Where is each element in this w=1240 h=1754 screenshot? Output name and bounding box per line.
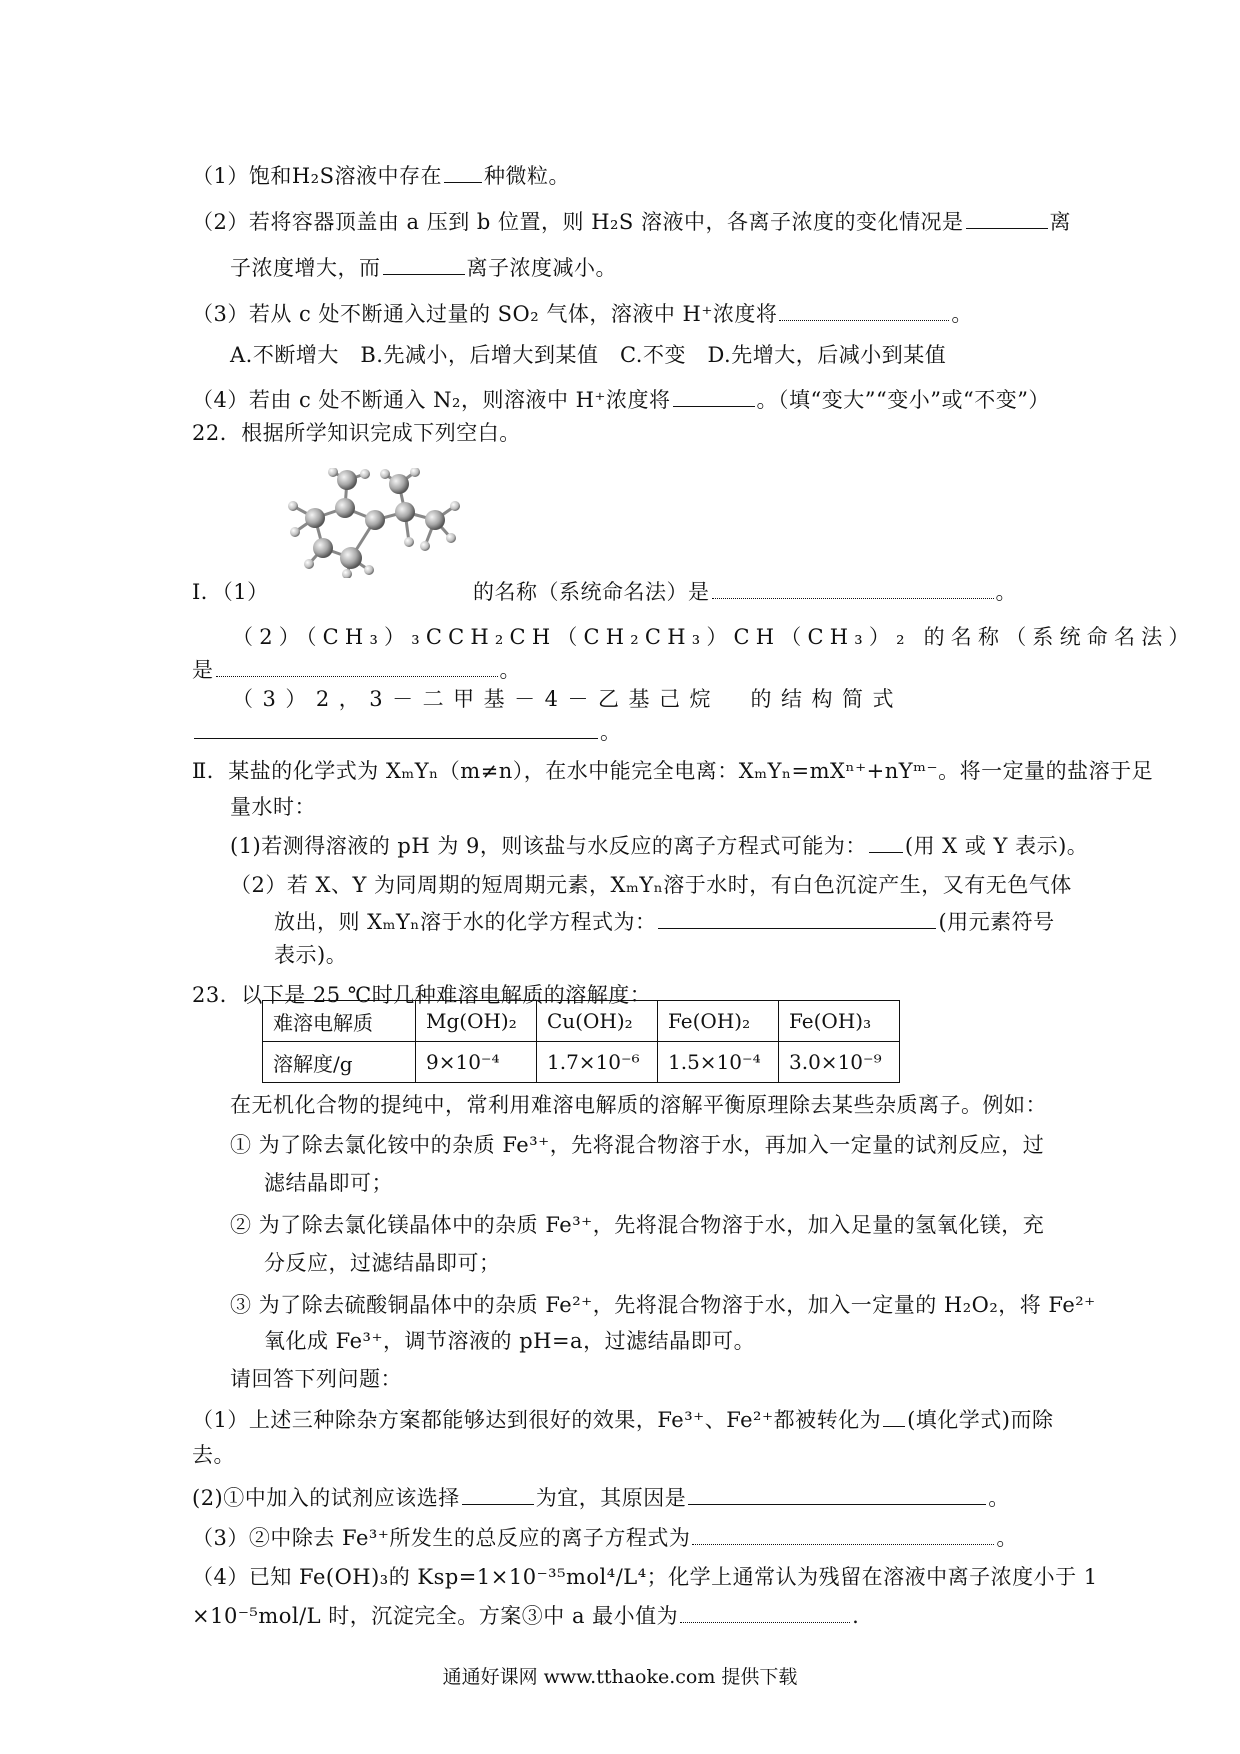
q22-i3b: 。	[192, 716, 622, 747]
q21-part2: （2）若将容器顶盖由 a 压到 b 位置，则 H₂S 溶液中，各离子浓度的变化情况是 离	[192, 206, 1071, 237]
molecule-ball-and-stick-image	[285, 468, 475, 578]
table-header-cell: 难溶电解质	[263, 1001, 416, 1042]
solubility-table	[262, 1000, 900, 1083]
answer-blank[interactable]	[692, 1522, 994, 1545]
page-footer: 通通好课网 www.tthaoke.com 提供下载	[442, 1666, 798, 1688]
q23-answer4: （4）已知 Fe(OH)₃的 Ksp=1×10⁻³⁵mol⁴/L⁴；化学上通常认为残留在溶液中离子浓度小于 1	[192, 1565, 1098, 1589]
q22-i2: （2）（CH₃）₃CCH₂CH（CH₂CH₃）CH（CH₃）₂ 的名称（系统命名法）	[232, 625, 1196, 649]
q21-part2b: 子浓度增大，而 离子浓度减小。	[230, 252, 617, 283]
q23-intro: 在无机化合物的提纯中，常利用难溶电解质的溶解平衡原理除去某些杂质离子。例如：	[230, 1093, 1047, 1117]
table-header-cell: Cu(OH)₂	[537, 1001, 658, 1042]
q22-i1: Ⅰ．（1） 的名称（系统命名法）是 。	[192, 576, 1017, 607]
table-cell: 1.7×10⁻⁶	[537, 1042, 658, 1083]
q22-ii2: （2）若 X、Y 为同周期的短周期元素，XₘYₙ溶于水时，有白色沉淀产生，又有无色气体	[230, 873, 1072, 897]
answer-blank[interactable]	[383, 252, 465, 275]
q21-part4: （4）若由 c 处不断通入 N₂，则溶液中 H⁺浓度将 。（填“变大”“变小”或“不变”）	[192, 384, 1050, 415]
q21-options: A.不断增大 B.先减小，后增大到某值 C.不变 D.先增大，后减小到某值	[230, 343, 947, 367]
answer-blank[interactable]	[680, 1600, 850, 1623]
answer-blank[interactable]	[444, 160, 482, 183]
q23-scheme1: ① 为了除去氯化铵中的杂质 Fe³⁺，先将混合物溶于水，再加入一定量的试剂反应，过	[230, 1133, 1045, 1157]
q22-ii-b: 量水时：	[230, 795, 316, 819]
table-header-cell: Fe(OH)₂	[658, 1001, 779, 1042]
answer-blank[interactable]	[712, 576, 994, 599]
q21-part3: （3）若从 c 处不断通入过量的 SO₂ 气体，溶液中 H⁺浓度将 。	[192, 298, 973, 329]
q23-scheme2b: 分反应，过滤结晶即可；	[264, 1251, 501, 1275]
answer-blank[interactable]	[966, 206, 1048, 229]
answer-blank[interactable]	[883, 1404, 905, 1427]
answer-blank[interactable]	[658, 906, 936, 929]
table-cell: 3.0×10⁻⁹	[779, 1042, 900, 1083]
table-header-row	[263, 1001, 900, 1042]
table-cell: 9×10⁻⁴	[416, 1042, 537, 1083]
q22-i3: （3）2，3－二甲基－4－乙基己烷 的结构简式	[232, 687, 903, 711]
table-header-cell: Mg(OH)₂	[416, 1001, 537, 1042]
q23-answer3: （3）②中除去 Fe³⁺所发生的总反应的离子方程式为 。	[192, 1522, 1018, 1553]
q22-ii: Ⅱ．某盐的化学式为 XₘYₙ（m≠n），在水中能完全电离：XₘYₙ=mXⁿ⁺+nYᵐ⁻。将一定量的盐溶于足	[192, 759, 1154, 783]
table-header-cell: Fe(OH)₃	[779, 1001, 900, 1042]
q23-answer4b: ×10⁻⁵mol/L 时，沉淀完全。方案③中 a 最小值为 .	[192, 1600, 859, 1631]
q23-answer1: （1）上述三种除杂方案都能够达到很好的效果，Fe³⁺、Fe²⁺都被转化为 (填化学式)而除	[192, 1404, 1053, 1435]
q23-answer2: (2)①中加入的试剂应该选择 为宜，其原因是 。	[192, 1482, 1010, 1513]
q22-i2b: 是 。	[192, 654, 521, 685]
table-cell: 1.5×10⁻⁴	[658, 1042, 779, 1083]
q23-ask: 请回答下列问题：	[230, 1367, 402, 1391]
q21-part1: （1）饱和H₂S溶液中存在 种微粒。	[192, 160, 570, 191]
answer-blank[interactable]	[779, 298, 949, 321]
q23-scheme3: ③ 为了除去硫酸铜晶体中的杂质 Fe²⁺，先将混合物溶于水，加入一定量的 H₂O₂，将 Fe²⁺	[230, 1293, 1096, 1317]
answer-blank[interactable]	[688, 1482, 986, 1505]
q23-scheme1b: 滤结晶即可；	[264, 1171, 393, 1195]
answer-blank[interactable]	[869, 830, 903, 853]
answer-blank[interactable]	[216, 654, 498, 677]
q22-ii2c: 表示)。	[274, 943, 348, 967]
answer-blank[interactable]	[673, 384, 755, 407]
answer-blank[interactable]	[462, 1482, 534, 1505]
table-cell: 溶解度/g	[263, 1042, 416, 1083]
q23-scheme3b: 氧化成 Fe³⁺，调节溶液的 pH=a，过滤结晶即可。	[264, 1329, 756, 1353]
q23-scheme2: ② 为了除去氯化镁晶体中的杂质 Fe³⁺，先将混合物溶于水，加入足量的氢氧化镁，充	[230, 1213, 1045, 1237]
q23-answer1b: 去。	[192, 1443, 235, 1467]
answer-blank[interactable]	[194, 716, 598, 739]
q22-ii1: (1)若测得溶液的 pH 为 9，则该盐与水反应的离子方程式可能为： (用 X 或 Y 表示)。	[230, 830, 1088, 861]
q23-title: 23．以下是 25 ℃时几种难溶电解质的溶解度：	[192, 983, 652, 1007]
q22-ii2b: 放出，则 XₘYₙ溶于水的化学方程式为： (用元素符号	[274, 906, 1055, 937]
table-row	[263, 1042, 900, 1083]
q22-title: 22．根据所学知识完成下列空白。	[192, 421, 521, 445]
